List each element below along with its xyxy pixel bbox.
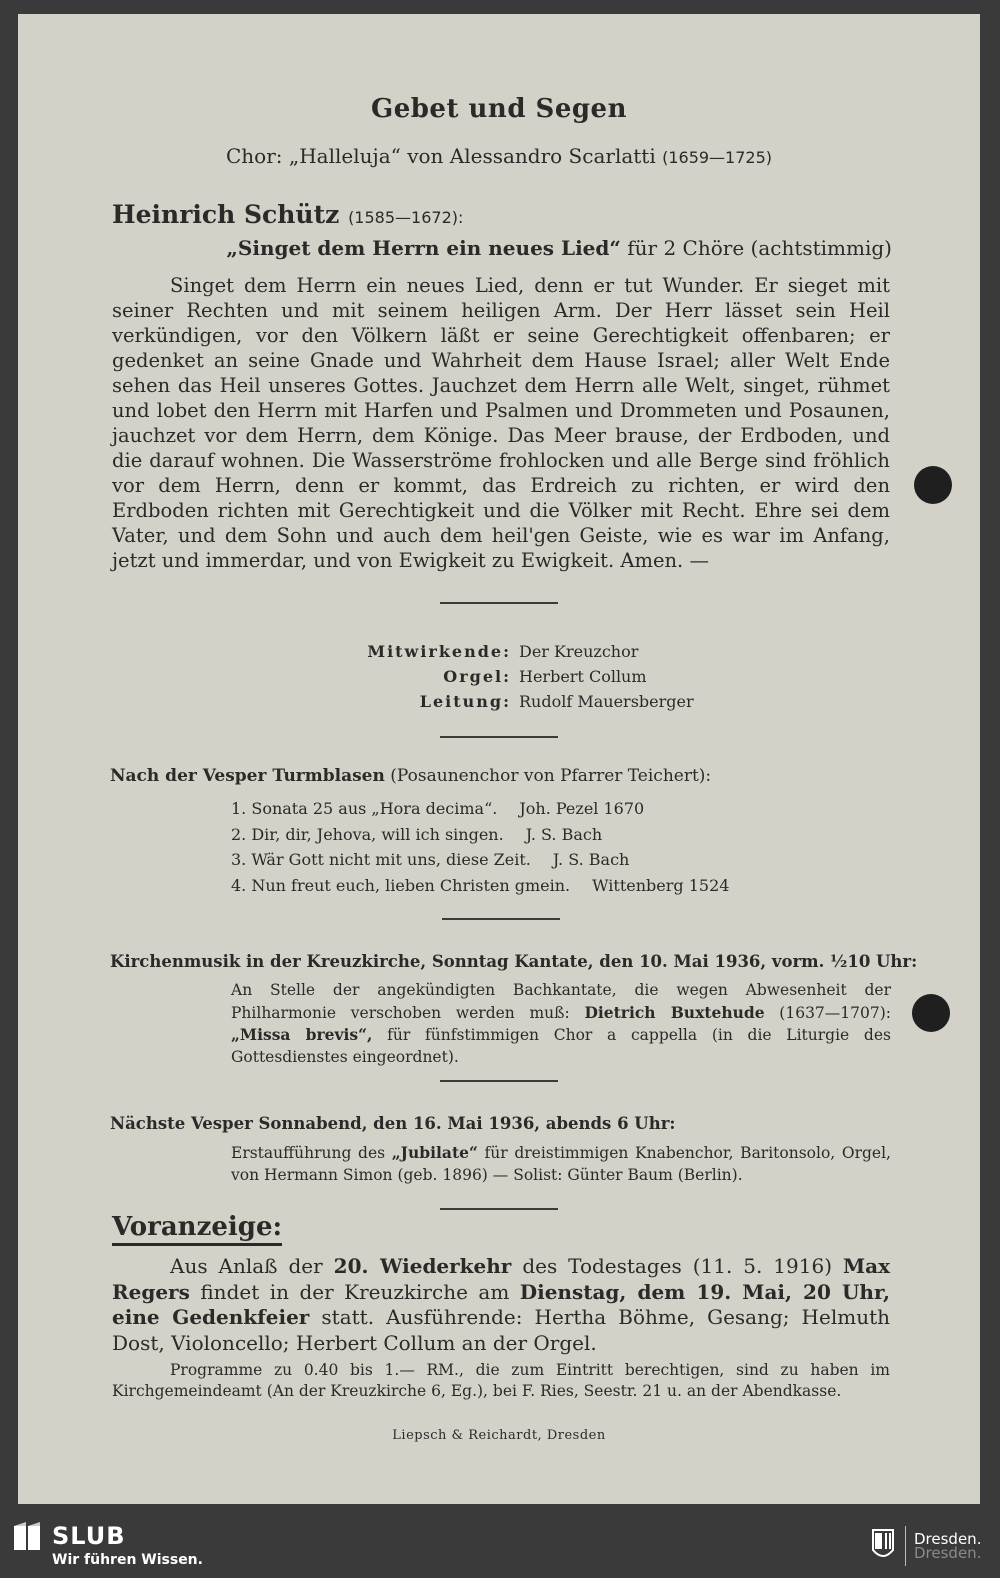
piece-source: Joh. Pezel 1670: [519, 799, 645, 818]
credit-label: Mitwirkende:: [367, 642, 511, 661]
voranzeige-anniversary: 20. Wiederkehr: [333, 1254, 512, 1278]
credit-value: Der Kreuzchor: [519, 642, 639, 661]
viewer-footer: [0, 1518, 1000, 1578]
credit-label: Orgel:: [443, 667, 511, 686]
voranzeige-performers: statt. Ausführende: Hertha Böhme, Gesang; Helmuth Dost, Violoncello; Herbert Collum an der Orgel.: [112, 1305, 890, 1355]
opening-chorus: [18, 144, 980, 168]
voranzeige-text: Aus Anlaß der: [170, 1254, 323, 1278]
voranzeige-heading: Voranzeige:: [112, 1212, 282, 1246]
kirchenmusik-text: An Stelle der angekündigten Bachkantate, die wegen Abwesenheit der Philharmonie verschoben werden muß:: [231, 981, 891, 1022]
work-detail: für 2 Chöre (achtstimmig): [627, 236, 892, 260]
printer-imprint: Liepsch & Reichardt, Dresden: [392, 1428, 606, 1443]
slub-brand[interactable]: SLUB: [52, 1522, 126, 1550]
divider-rule: [440, 602, 558, 604]
chorus-text: Chor: „Halleluja“ von Alessandro Scarlatti: [225, 144, 656, 168]
credit-row: [18, 639, 980, 664]
piece-title: 3. Wär Gott nicht mit uns, diese Zeit.: [231, 850, 531, 869]
composer-heading: [112, 200, 463, 229]
piece-source: J. S. Bach: [525, 824, 603, 844]
dresden-coat-of-arms-icon: [872, 1528, 894, 1562]
credits-block: [18, 639, 980, 714]
credit-row: [18, 664, 980, 689]
divider-rule: [440, 736, 558, 738]
slub-logo-icon: [12, 1520, 42, 1554]
next-vesper-detail: für dreistimmigen Knabenchor, Baritonsolo, Orgel, von Hermann Simon (geb. 1896) — Solist: Günter Baum (Berlin).: [231, 1144, 891, 1184]
next-vesper-heading: Nächste Vesper Sonnabend, den 16. Mai 1936, abends 6 Uhr:: [110, 1114, 676, 1133]
turmblasen-list: [231, 796, 729, 898]
credit-value: Herbert Collum: [519, 667, 647, 686]
slub-tagline: Wir führen Wissen.: [52, 1552, 203, 1568]
composer-years: (1585—1672):: [348, 208, 464, 227]
footer-divider: [905, 1526, 906, 1566]
work-title: „Singet dem Herrn ein neues Lied“: [226, 236, 621, 260]
turmblasen-heading: [110, 766, 711, 786]
composer-name: Heinrich Schütz: [112, 200, 340, 229]
piece-title: 4. Nun freut euch, lieben Christen gmein.: [231, 875, 571, 895]
next-vesper-text: Erstaufführung des: [231, 1144, 386, 1162]
piece-source: J. S. Bach: [552, 850, 630, 869]
next-vesper-body: [231, 1142, 891, 1186]
work-title-line: [114, 236, 892, 260]
chorus-years: (1659—1725): [662, 148, 773, 167]
credit-value: Rudolf Mauersberger: [519, 692, 694, 711]
divider-rule: [440, 1208, 558, 1210]
piece-title: 1. Sonata 25 aus „Hora decima“.: [231, 799, 498, 818]
voranzeige-text: des Todestages (11. 5. 1916): [522, 1254, 833, 1278]
piece-title: 2. Dir, dir, Jehova, will ich singen.: [231, 824, 504, 844]
kirchenmusik-composer: Dietrich Buxtehude: [584, 1002, 765, 1022]
kirchenmusik-detail: für fünfstimmigen Chor a cappella (in die Liturgie des Gottesdienstes eingeordnet).: [231, 1026, 891, 1066]
city-name-text: Dresden.: [914, 1530, 982, 1548]
voranzeige-composer: Max Regers: [112, 1254, 890, 1304]
programme-note: Programme zu 0.40 bis 1.— RM., die zum Eintritt berechtigen, sind zu haben im Kirchgemeindeamt (An der Kreuzkirche 6, Eg.), bei F. Ries, Seestr. 21 u. an der Abendkasse.: [112, 1361, 890, 1400]
list-item: [231, 847, 729, 873]
punch-hole-lower: [912, 994, 950, 1032]
turmblasen-title: Nach der Vesper Turmblasen: [110, 766, 385, 786]
piece-source: Wittenberg 1524: [592, 875, 730, 895]
divider-rule: [442, 918, 560, 920]
program-title: Gebet und Segen: [370, 94, 627, 124]
list-item: [231, 822, 729, 848]
kirchenmusik-work: „Missa brevis“,: [231, 1025, 373, 1044]
dresden-logo[interactable]: [914, 1530, 981, 1562]
list-item: [231, 796, 729, 822]
turmblasen-note: (Posaunenchor von Pfarrer Teichert):: [390, 766, 712, 786]
voranzeige-date: Dienstag, dem 19. Mai, 20 Uhr, eine Gedenkfeier: [112, 1279, 890, 1329]
credit-label: Leitung:: [419, 692, 511, 711]
kirchenmusik-heading: Kirchenmusik in der Kreuzkirche, Sonntag Kantate, den 10. Mai 1936, vorm. ½10 Uhr:: [110, 952, 918, 971]
credit-row: [18, 689, 980, 714]
next-vesper-work: „Jubilate“: [391, 1143, 478, 1162]
city-name-reflection: Dresden.: [914, 1544, 982, 1562]
punch-hole-upper: [914, 466, 952, 504]
voranzeige-body: [112, 1254, 890, 1356]
voranzeige-text: findet in der Kreuzkirche am: [200, 1279, 510, 1304]
list-item: [231, 873, 729, 899]
lyrics-paragraph: Singet dem Herrn ein neues Lied, denn er tut Wunder. Er sieget mit seiner Rechten und mit seinem heiligen Arm. Der Herr lässet sein Heil verkündigen, vor den Völkern läßt er seine Gerechtigkeit offenbaren; er gedenket an seine Gnade und Wahrheit dem Hause Israel; aller Welt Ende sehen das Heil unseres Gottes. Jauchzet dem Herrn alle Welt, singet, rühmet und lobet den Herrn mit Harfen und Psalmen und Drommeten und Posaunen, jauchzet vor dem Herrn, dem Könige. Das Meer brause, der Erdboden, und die darauf wohnen. Die Wasserströme frohlocken und alle Berge sind fröhlich vor dem Herrn, denn er kommt, das Erdreich zu richten, er wird den Erdboden richten mit Gerechtigkeit und die Völker mit Recht. Ehre sei dem Vater, und dem Sohn und auch dem heil'gen Geiste, wie es war im Anfang, jetzt und immerdar, und von Ewigkeit zu Ewigkeit. Amen. —: [112, 274, 890, 572]
kirchenmusik-years: (1637—1707):: [779, 1003, 892, 1022]
divider-rule: [440, 1080, 558, 1082]
document-page: [18, 14, 980, 1504]
kirchenmusik-body: [231, 980, 891, 1068]
